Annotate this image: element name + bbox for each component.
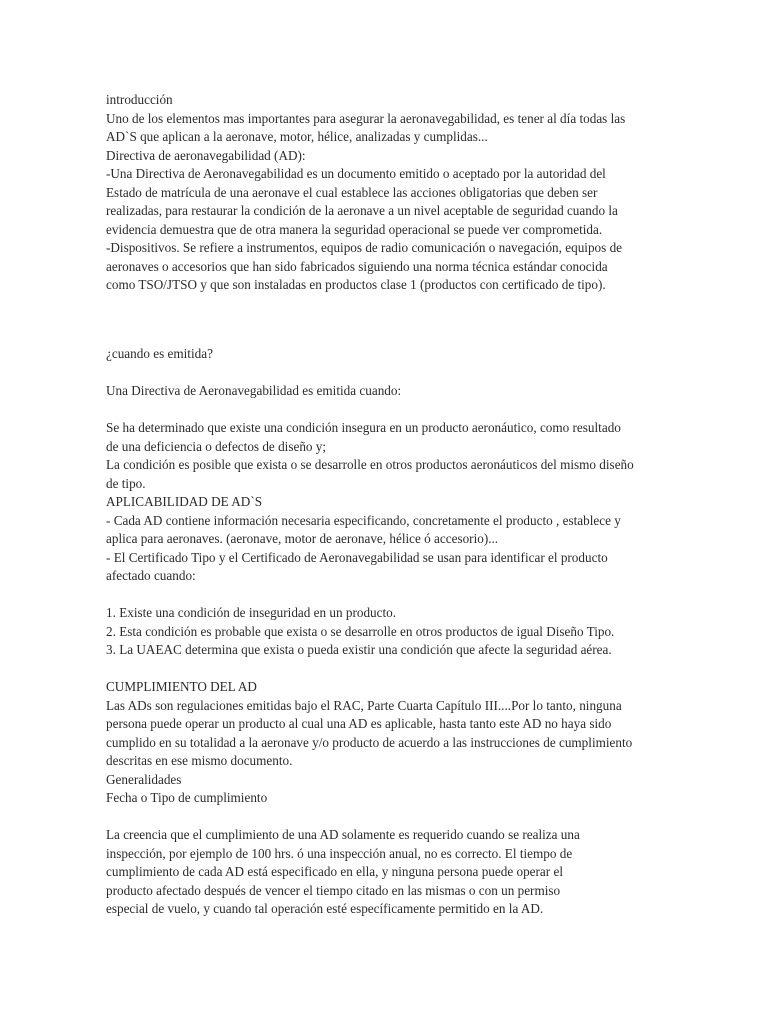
cuando-line: de una deficiencia o defectos de diseño y; — [106, 438, 327, 454]
spacer — [106, 401, 666, 420]
aplicabilidad-list-item: 1. Existe una condición de inseguridad en un producto. — [106, 605, 397, 620]
spacer — [106, 586, 666, 605]
cuando-line: La condición es posible que exista o se desarrolle en otros productos aeronáuticos del mismo diseño — [106, 457, 634, 472]
cumplimiento-para-line: cumplimiento de cada AD está especificado en ella, y ninguna persona puede operar el — [106, 864, 563, 879]
cuando-statement: Una Directiva de Aeronavegabilidad es emitida cuando: — [106, 383, 402, 398]
cumplimiento-para-line: La creencia que el cumplimiento de una AD solamente es requerido cuando se realiza una — [106, 827, 580, 842]
directiva-line: evidencia demuestra que de otra manera la seguridad operacional se puede ver comprometida. — [106, 221, 603, 237]
spacer — [106, 327, 666, 346]
intro-line: AD`S que aplican a la aeronave, motor, hélice, analizadas y cumplidas... — [106, 129, 488, 144]
directiva-line: aeronaves o accesorios que han sido fabricados siguiendo una norma técnica estándar conocida — [106, 258, 608, 274]
intro-heading: introducción — [106, 92, 173, 107]
directiva-line: como TSO/JTSO y que son instaladas en productos clase 1 (productos con certificado de tipo). — [106, 277, 606, 292]
spacer — [106, 295, 666, 327]
cumplimiento-para-line: inspección, por ejemplo de 100 hrs. ó una inspección anual, no es correcto. El tiempo de — [106, 845, 573, 861]
generalidades-heading: Generalidades — [106, 771, 182, 787]
aplicabilidad-line: - Cada AD contiene información necesaria especificando, concretamente el producto , establece y — [106, 512, 621, 528]
cuando-line: Se ha determinado que existe una condición insegura en un producto aeronáutico, como resultado — [106, 420, 621, 435]
aplicabilidad-heading: APLICABILIDAD DE AD`S — [106, 494, 263, 509]
cumplimiento-heading: CUMPLIMIENTO DEL AD — [106, 679, 257, 694]
directiva-line: Estado de matrícula de una aeronave el cual establece las acciones obligatorias que deben ser — [106, 184, 598, 200]
aplicabilidad-line: aplica para aeronaves. (aeronave, motor de aeronave, hélice ó accesorio)... — [106, 531, 499, 546]
document-page — [106, 91, 666, 919]
fecha-tipo-heading: Fecha o Tipo de cumplimiento — [106, 790, 268, 805]
spacer — [106, 808, 666, 827]
directiva-line: -Una Directiva de Aeronavegabilidad es un documento emitido o aceptado por la autoridad del — [106, 166, 606, 181]
cumplimiento-line: persona puede operar un producto al cual una AD es aplicable, hasta tanto este AD no haya sido — [106, 716, 612, 731]
cumplimiento-line: Las ADs son regulaciones emitidas bajo el RAC, Parte Cuarta Capítulo III....Por lo tanto, ninguna — [106, 697, 622, 713]
cumplimiento-line: descritas en ese mismo documento. — [106, 753, 293, 768]
cumplimiento-para-line: producto afectado después de vencer el tiempo citado en las mismas o con un permiso — [106, 882, 561, 898]
spacer — [106, 364, 666, 383]
aplicabilidad-list-item: 2. Esta condición es probable que exista o se desarrolle en otros productos de igual Diseño Tipo. — [106, 623, 615, 639]
directiva-heading: Directiva de aeronavegabilidad (AD): — [106, 147, 306, 163]
aplicabilidad-list-item: 3. La UAEAC determina que exista o pueda existir una condición que afecte la seguridad aérea. — [106, 642, 612, 657]
aplicabilidad-line: afectado cuando: — [106, 568, 196, 583]
cumplimiento-para-line: especial de vuelo, y cuando tal operación esté específicamente permitido en la AD. — [106, 901, 544, 916]
directiva-line: -Dispositivos. Se refiere a instrumentos, equipos de radio comunicación o navegación, equipos de — [106, 240, 623, 255]
spacer — [106, 660, 666, 679]
cuando-line: de tipo. — [106, 475, 146, 491]
cuando-question: ¿cuando es emitida? — [106, 346, 213, 361]
directiva-line: realizadas, para restaurar la condición de la aeronave a un nivel aceptable de seguridad cuando la — [106, 203, 618, 218]
cumplimiento-line: cumplido en su totalidad a la aeronave y/o producto de acuerdo a las instrucciones de cumplimiento — [106, 734, 633, 750]
aplicabilidad-line: - El Certificado Tipo y el Certificado de Aeronavegabilidad se usan para identificar el producto — [106, 549, 608, 565]
intro-line: Uno de los elementos mas importantes para asegurar la aeronavegabilidad, es tener al día todas las — [106, 110, 626, 126]
